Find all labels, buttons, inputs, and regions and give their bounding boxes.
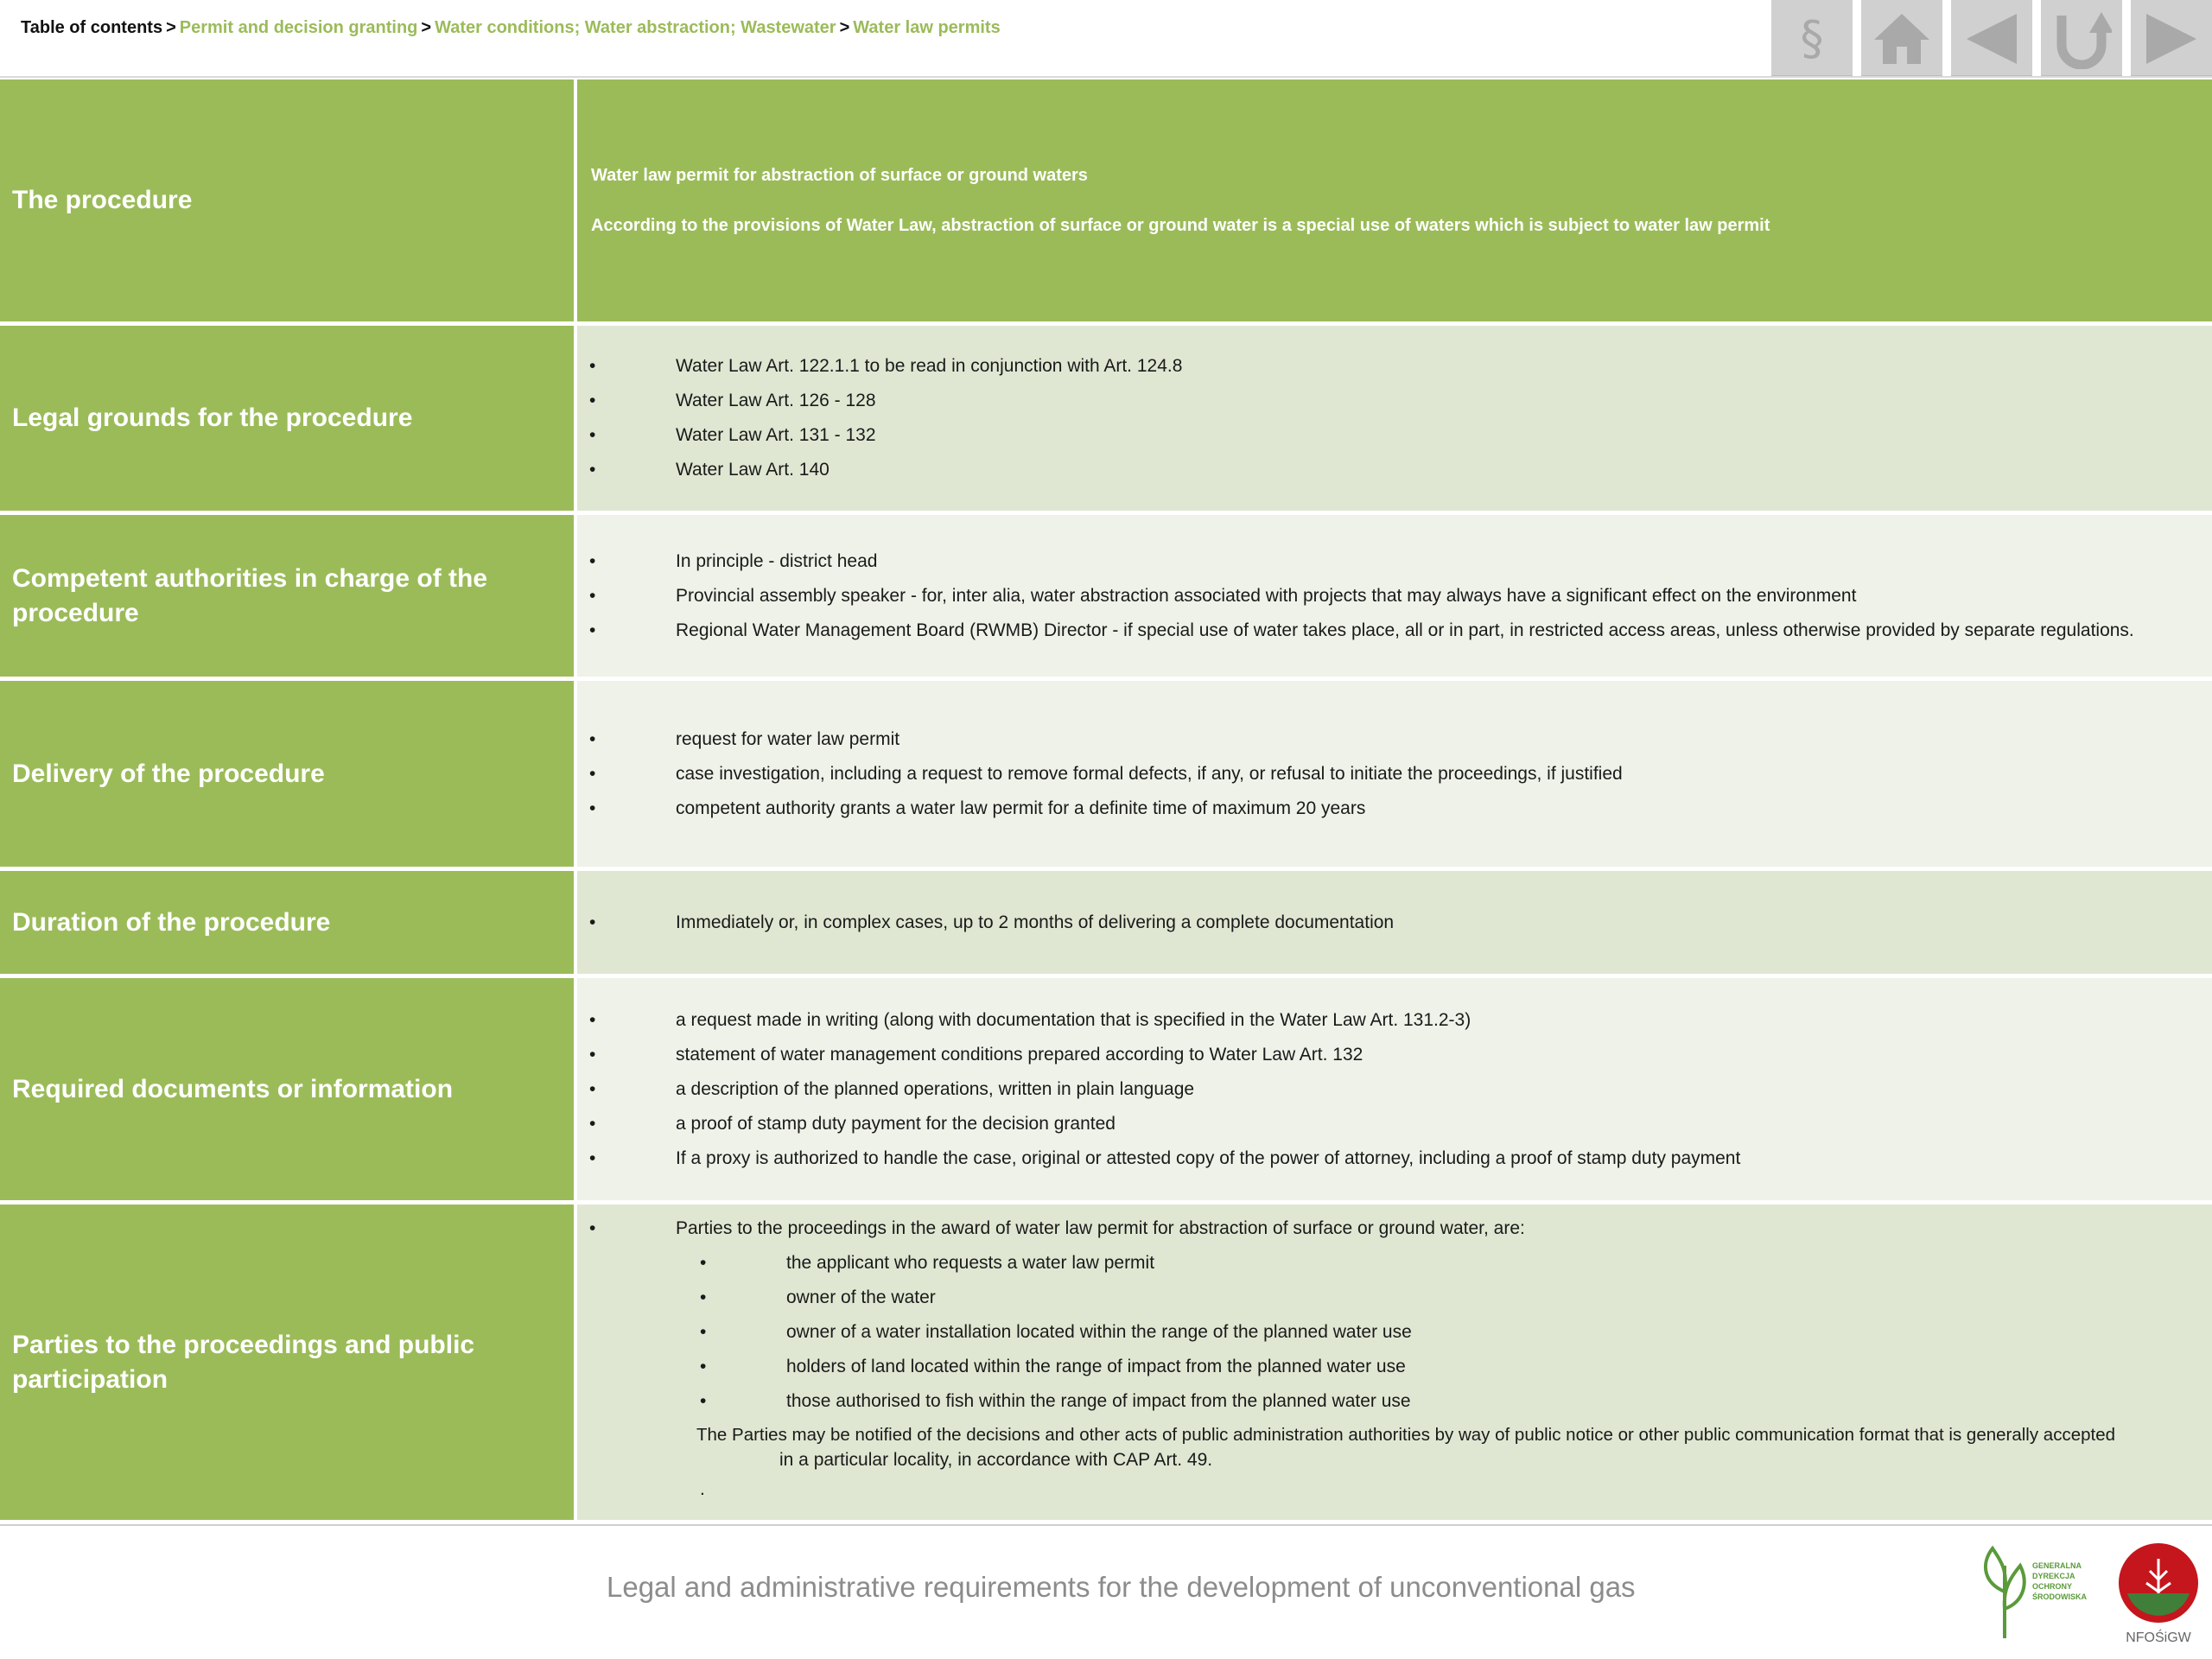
back-arrow-icon [1961, 10, 2022, 67]
section-icon: § [1800, 11, 1824, 66]
row-content [577, 79, 2212, 321]
row-label: Delivery of the procedure [0, 681, 577, 867]
list-item: • a proof of stamp duty payment for the decision granted [586, 1107, 2202, 1141]
list-item: • Water Law Art. 140 [586, 453, 2202, 487]
breadcrumb-separator: > [166, 17, 176, 37]
row-legal-grounds [0, 326, 2212, 515]
row-label: Parties to the proceedings and public participation [0, 1205, 577, 1520]
return-icon [2051, 9, 2112, 69]
footer-title: Legal and administrative requirements for the development of unconventional gas [607, 1571, 1636, 1603]
breadcrumb-link-water-conditions[interactable]: Water conditions; Water abstraction; Wastewater [435, 17, 836, 37]
list-item: • Parties to the proceedings in the award of water law permit for abstraction of surface or ground water, are: [586, 1211, 2202, 1246]
logo-text-line: OCHRONY [2032, 1582, 2073, 1591]
breadcrumb-link-permits[interactable]: Permit and decision granting [179, 17, 418, 37]
sub-list-item: • holders of land located within the range of impact from the planned water use [586, 1350, 2202, 1384]
trailing-mark: . [700, 1479, 705, 1499]
sub-list-item: • those authorised to fish within the range of impact from the planned water use [586, 1384, 2202, 1419]
list-item: • a description of the planned operations, written in plain language [586, 1072, 2202, 1107]
list-item: • Water Law Art. 126 - 128 [586, 384, 2202, 418]
leaf-icon [1979, 1540, 2031, 1642]
nav-buttons [1763, 0, 2212, 78]
forward-button[interactable] [2131, 0, 2212, 78]
row-duration [0, 871, 2212, 978]
row-content [577, 326, 2212, 511]
list-item: • request for water law permit [586, 722, 2202, 757]
home-button[interactable] [1861, 0, 1942, 78]
header-divider [0, 76, 2212, 78]
home-icon [1872, 10, 1932, 67]
procedure-text: According to the provisions of Water Law, abstraction of surface or ground water is a special use of waters which is subject to water law permit [591, 216, 1770, 235]
breadcrumb-separator: > [421, 17, 432, 37]
list-item: • case investigation, including a request to remove formal defects, if any, or refusal to initiate the proceedings, if justified [586, 757, 2202, 791]
procedure-table [0, 79, 2212, 1520]
row-content [577, 515, 2212, 677]
return-button[interactable] [2041, 0, 2122, 78]
row-content [577, 978, 2212, 1200]
list-item: • a request made in writing (along with documentation that is specified in the Water Law Art. 131.2-3) [586, 1003, 2202, 1038]
breadcrumb-separator: > [839, 17, 850, 37]
list-item: • Regional Water Management Board (RWMB) Director - if special use of water takes place, all or in part, in restricted access areas, unless otherwise provided by separate regulations. [586, 613, 2202, 648]
row-content [577, 871, 2212, 974]
sub-list-item: • owner of a water installation located within the range of the planned water use [586, 1315, 2202, 1350]
procedure-title: Water law permit for abstraction of surface or ground waters [591, 166, 1088, 185]
list-item: • Immediately or, in complex cases, up to 2 months of delivering a complete documentation [586, 906, 2202, 940]
list-item: • competent authority grants a water law permit for a definite time of maximum 20 years [586, 791, 2202, 826]
public-notice-note [586, 1422, 2202, 1472]
list-item: • Water Law Art. 122.1.1 to be read in conjunction with Art. 124.8 [586, 349, 2202, 384]
list-item: • In principle - district head [586, 544, 2202, 579]
breadcrumb [21, 12, 1001, 43]
logo-text-line: DYREKCJA [2032, 1572, 2075, 1580]
footer-divider [0, 1524, 2212, 1526]
nfosigw-logo [2115, 1540, 2202, 1647]
logo-text-line: GENERALNA [2032, 1561, 2082, 1570]
list-item: • If a proxy is authorized to handle the case, original or attested copy of the power of attorney, including a proof of stamp duty payment [586, 1141, 2202, 1176]
row-required-documents [0, 978, 2212, 1205]
row-competent-authorities [0, 515, 2212, 681]
breadcrumb-root-link[interactable]: Table of contents [21, 17, 163, 37]
row-label: Duration of the procedure [0, 871, 577, 974]
sub-list-item: • owner of the water [586, 1281, 2202, 1315]
section-button[interactable] [1771, 0, 1853, 78]
nfosigw-emblem-icon [2115, 1540, 2202, 1626]
note-line: The Parties may be notified of the decisions and other acts of public administration authorities by way of public notice or other public communication format that is generally accepted [696, 1425, 2116, 1445]
row-label: Legal grounds for the procedure [0, 326, 577, 511]
row-procedure [0, 79, 2212, 326]
row-label: Required documents or information [0, 978, 577, 1200]
logo-text-line: ŚRODOWISKA [2032, 1592, 2087, 1601]
row-delivery [0, 681, 2212, 871]
row-content [577, 681, 2212, 867]
gdos-logo [1979, 1540, 2100, 1643]
row-parties [0, 1205, 2212, 1520]
row-label: Competent authorities in charge of the procedure [0, 515, 577, 677]
forward-arrow-icon [2141, 10, 2202, 67]
back-button[interactable] [1951, 0, 2032, 78]
note-line: in a particular locality, in accordance with CAP Art. 49. [779, 1450, 1213, 1470]
list-item: • Water Law Art. 131 - 132 [586, 418, 2202, 453]
nfosigw-label: NFOŚiGW [2126, 1630, 2191, 1645]
sub-list-item: • the applicant who requests a water law permit [586, 1246, 2202, 1281]
row-content [577, 1205, 2212, 1520]
list-item: • statement of water management conditions prepared according to Water Law Art. 132 [586, 1038, 2202, 1072]
breadcrumb-link-water-law-permits[interactable]: Water law permits [853, 17, 1001, 37]
row-label: The procedure [0, 79, 577, 321]
list-item: • Provincial assembly speaker - for, inter alia, water abstraction associated with projects that may always have a significant effect on the environment [586, 579, 2202, 613]
